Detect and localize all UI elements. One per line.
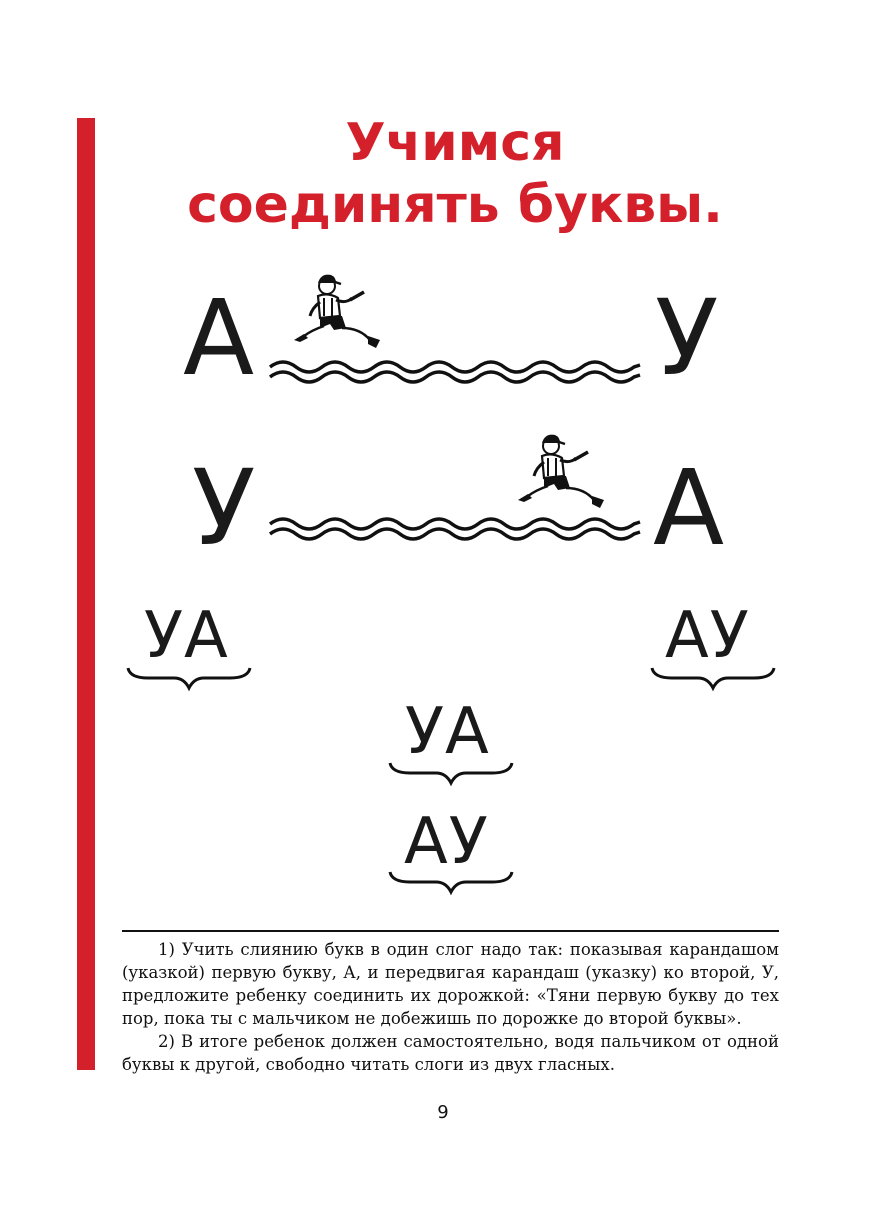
syllable-center-1: УА bbox=[405, 695, 490, 769]
footnote-1: 1) Учить слиянию букв в один слог надо так: показывая карандашом (указкой) первую букву, А, и передвигая карандаш (указку) ко второй, У, предложите ребенку соединить их дорожкой: «Тяни первую букву до тех пор, пока ты с мальчиком не добежишь по дорожке до второй буквы». bbox=[122, 940, 779, 1028]
red-margin-bar bbox=[77, 118, 95, 1070]
wavy-path-icon bbox=[268, 355, 644, 383]
title-line-1: Учимся bbox=[345, 113, 565, 173]
row2-right-letter: А bbox=[653, 447, 725, 569]
syllable-right: АУ bbox=[665, 599, 750, 673]
syllable-center-2: АУ bbox=[404, 805, 489, 879]
wavy-path-icon bbox=[268, 512, 644, 540]
page-title bbox=[95, 112, 815, 236]
title-line-2: соединять буквы. bbox=[187, 175, 723, 235]
footnote-divider bbox=[122, 930, 779, 932]
running-boy-icon bbox=[290, 270, 390, 352]
page-number: 9 bbox=[437, 1102, 449, 1123]
brace-icon bbox=[650, 664, 776, 692]
row1-right-letter: У bbox=[655, 277, 719, 399]
brace-icon bbox=[126, 664, 252, 692]
brace-icon bbox=[388, 868, 514, 896]
row2-left-letter: У bbox=[192, 447, 256, 569]
running-boy-icon bbox=[514, 430, 614, 512]
brace-icon bbox=[388, 759, 514, 787]
row1-left-letter: А bbox=[183, 277, 255, 399]
syllable-left: УА bbox=[144, 599, 229, 673]
footnote-2: 2) В итоге ребенок должен самостоятельно, водя пальчиком от одной буквы к другой, свободно читать слоги из двух гласных. bbox=[122, 1032, 779, 1074]
